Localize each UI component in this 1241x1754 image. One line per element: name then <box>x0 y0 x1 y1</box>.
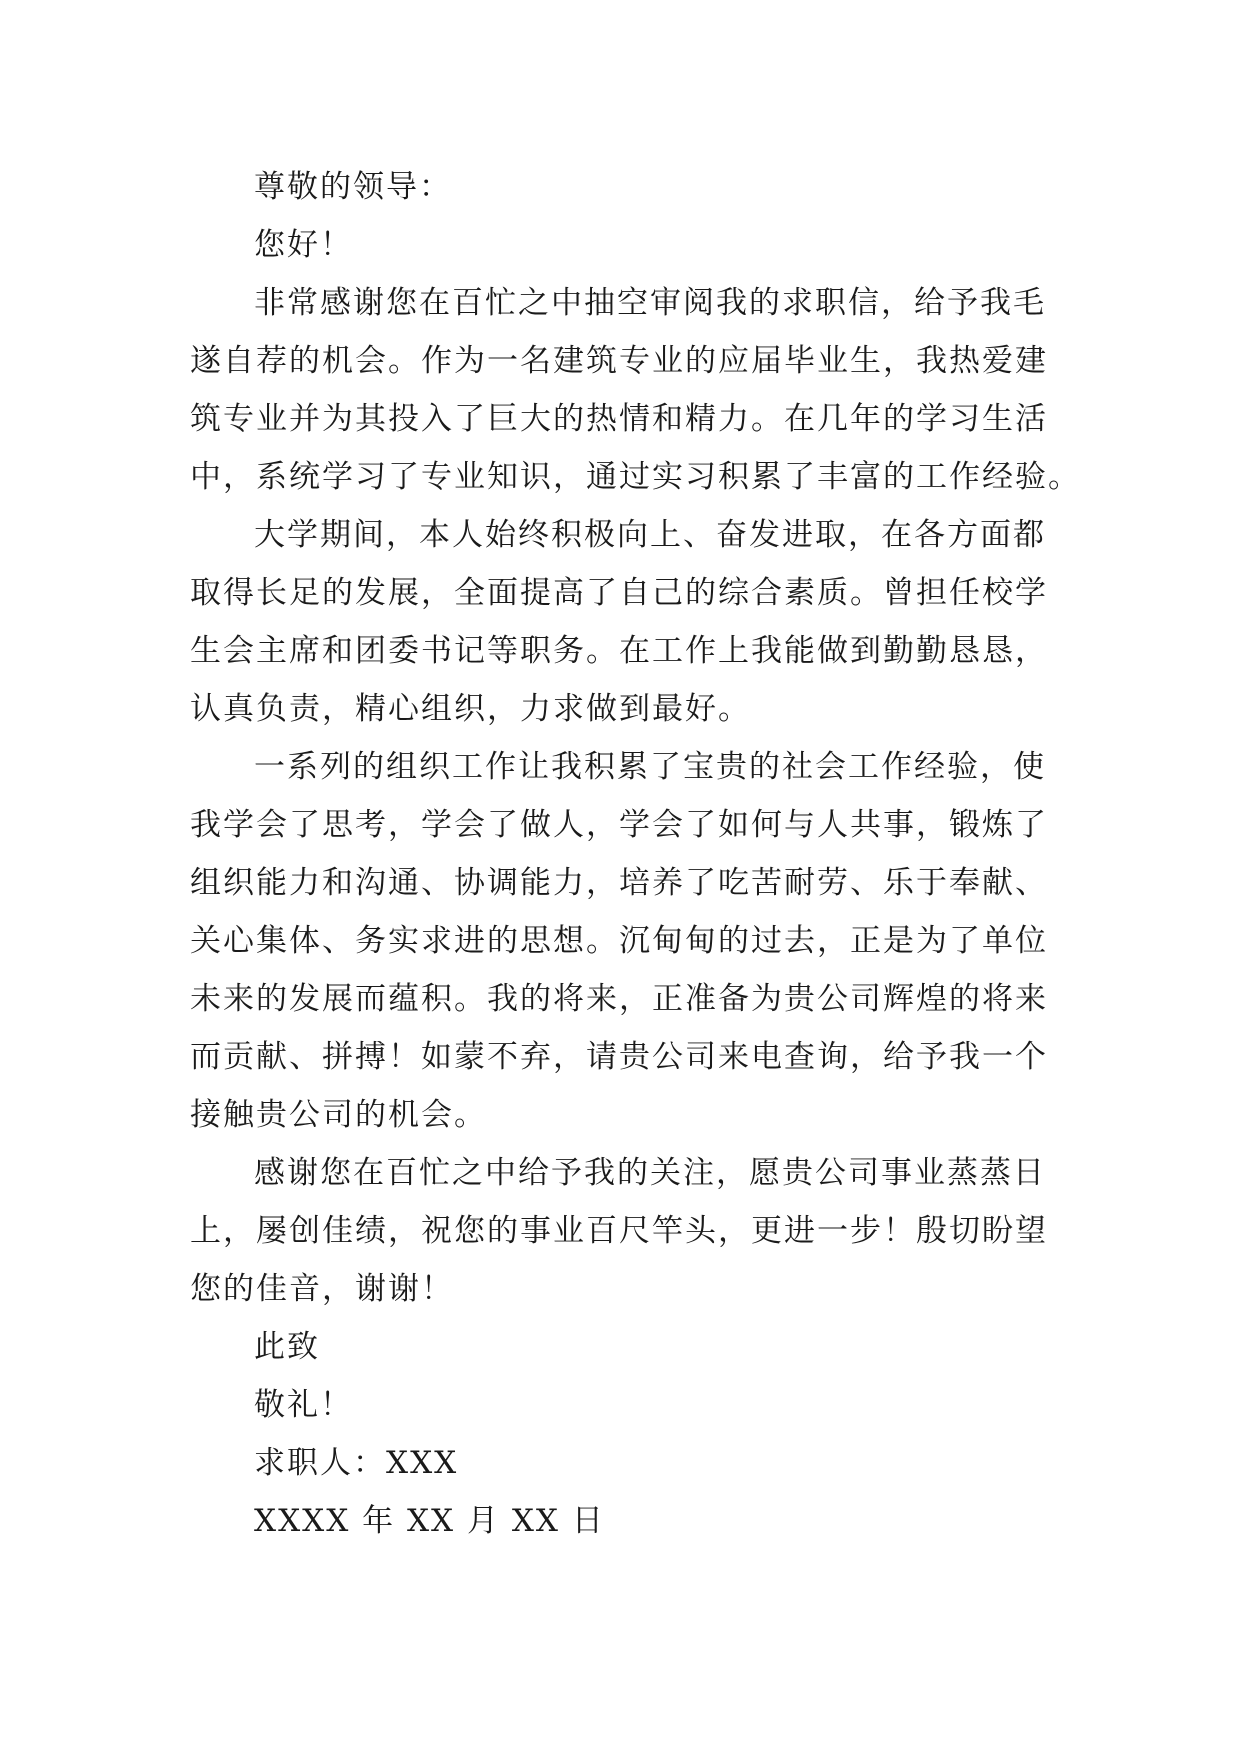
paragraph-line: 您的佳音，谢谢！ <box>190 1271 454 1307</box>
paragraph-line: 我学会了思考，学会了做人，学会了如何与人共事，锻炼了 <box>190 807 1048 843</box>
closing-phrase: 此致 <box>254 1329 320 1365</box>
paragraph-university <box>190 506 1070 738</box>
paragraph-line: 未来的发展而蕴积。我的将来，正准备为贵公司辉煌的将来 <box>190 981 1048 1017</box>
paragraph-line: 认真负责，精心组织，力求做到最好。 <box>190 691 751 727</box>
paragraph-line: 非常感谢您在百忙之中抽空审阅我的求职信，给予我毛 <box>254 285 1046 321</box>
paragraph-line: 筑专业并为其投入了巨大的热情和精力。在几年的学习生活 <box>190 401 1048 437</box>
paragraph-line: 取得长足的发展，全面提高了自己的综合素质。曾担任校学 <box>190 575 1048 611</box>
closing-salute: 敬礼！ <box>254 1387 353 1423</box>
date: XXXX 年 XX 月 XX 日 <box>254 1503 605 1539</box>
paragraph-experience <box>190 738 1070 1144</box>
paragraph-line: 而贡献、拼搏！如蒙不弃，请贵公司来电查询，给予我一个 <box>190 1039 1048 1075</box>
paragraph-line: 生会主席和团委书记等职务。在工作上我能做到勤勤恳恳， <box>190 633 1048 669</box>
paragraph-line: 大学期间，本人始终积极向上、奋发进取，在各方面都 <box>254 517 1046 553</box>
salutation: 尊敬的领导： <box>254 169 452 205</box>
cover-letter <box>190 158 1081 1550</box>
greeting: 您好！ <box>254 227 353 263</box>
paragraph-line: 遂自荐的机会。作为一名建筑专业的应届毕业生，我热爱建 <box>190 343 1048 379</box>
paragraph-closing-thanks <box>190 1144 1070 1318</box>
signature: 求职人：XXX <box>254 1445 459 1481</box>
paragraph-line: 组织能力和沟通、协调能力，培养了吃苦耐劳、乐于奉献、 <box>190 865 1048 901</box>
paragraph-line: 关心集体、务实求进的思想。沉甸甸的过去，正是为了单位 <box>190 923 1048 959</box>
paragraph-line: 上，屡创佳绩，祝您的事业百尺竿头，更进一步！殷切盼望 <box>190 1213 1048 1249</box>
paragraph-line: 一系列的组织工作让我积累了宝贵的社会工作经验，使 <box>254 749 1046 785</box>
paragraph-line: 感谢您在百忙之中给予我的关注，愿贵公司事业蒸蒸日 <box>254 1155 1046 1191</box>
paragraph-line: 接触贵公司的机会。 <box>190 1097 487 1133</box>
paragraph-line: 中，系统学习了专业知识，通过实习积累了丰富的工作经验。 <box>190 459 1081 495</box>
paragraph-thanks <box>190 274 1081 506</box>
